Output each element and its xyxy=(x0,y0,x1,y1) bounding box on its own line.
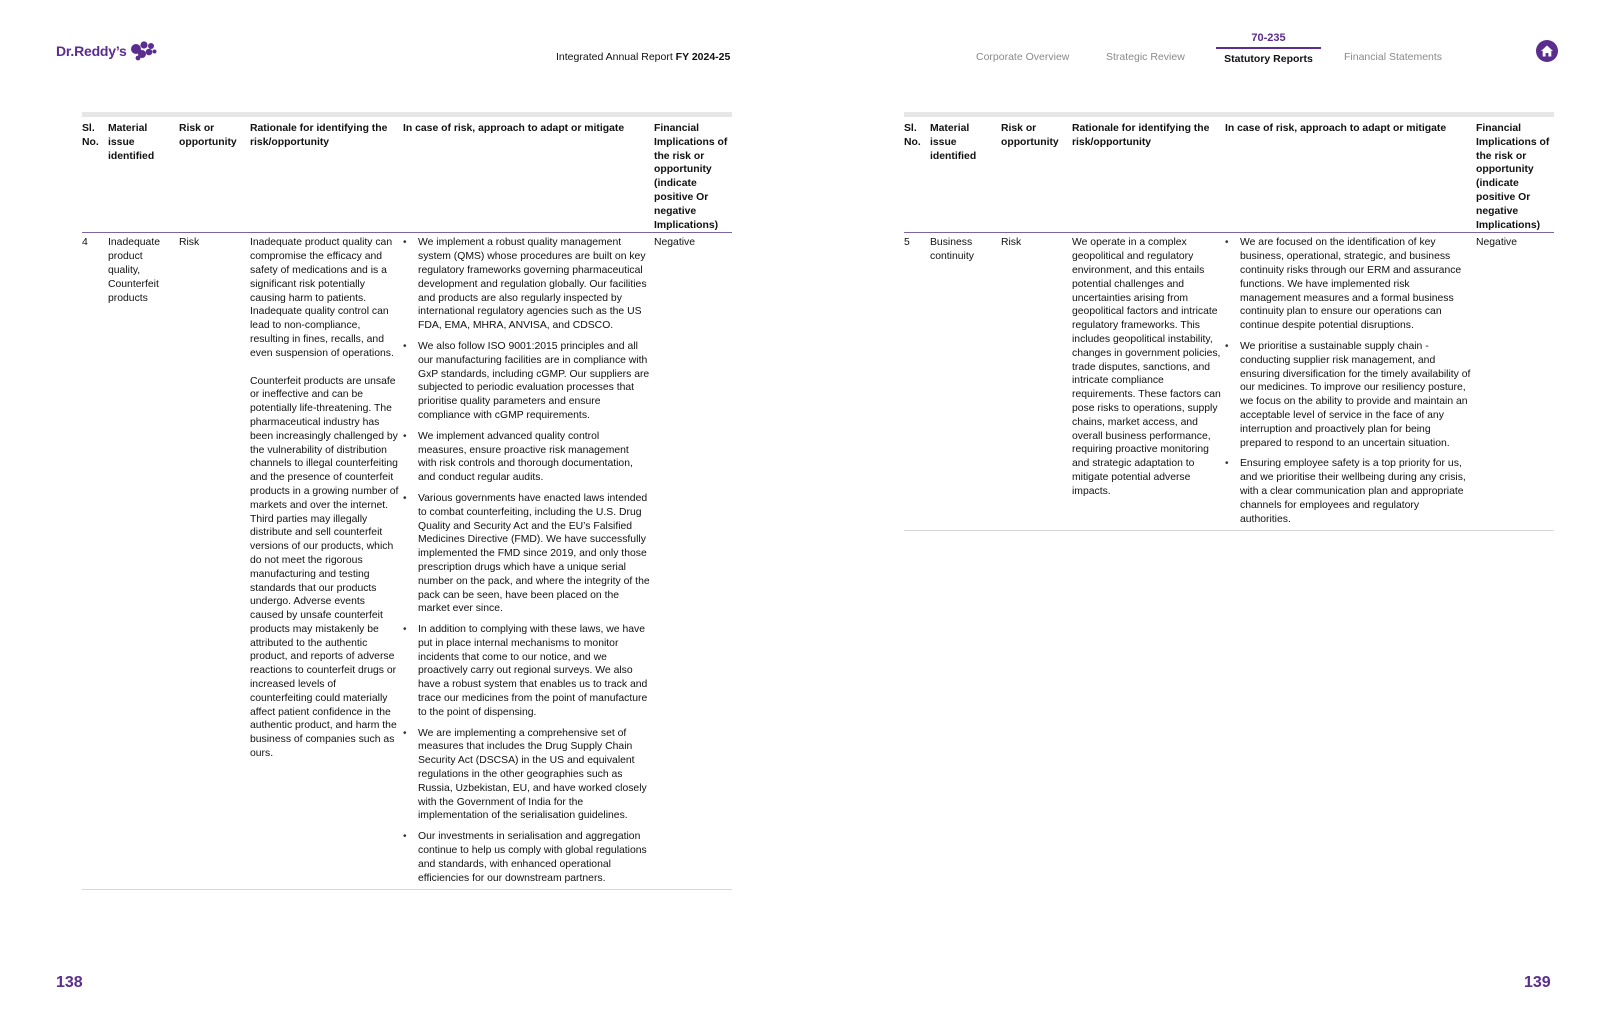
table-header-row xyxy=(904,115,1554,233)
row-sl: 4 xyxy=(82,237,88,249)
risk-table-left xyxy=(82,112,732,890)
row-approach xyxy=(1225,233,1476,531)
nav-statutory-reports[interactable] xyxy=(1216,32,1321,65)
risk-table-right xyxy=(904,112,1554,531)
approach-bullet: • We are implementing a comprehensive set of measures that includes the Drug Supply Chain Security Act (DSCSA) in the US and equivalent regulations in the other geographies such as Russia, Uzbekistan, EU, and have worked closely with the Government of India for the implementation of the serialisation guidelines. xyxy=(403,727,650,824)
nav-financial-statements[interactable]: Financial Statements xyxy=(1344,51,1443,63)
col-financial-implications: Financial Implications of the risk or opportunity (indicate positive Or negative Implications) xyxy=(1476,123,1550,231)
table-row xyxy=(82,233,732,890)
row-type: Risk xyxy=(1001,237,1022,249)
nav-corporate-overview[interactable]: Corporate Overview xyxy=(976,51,1070,63)
table-row xyxy=(904,233,1554,531)
row-issue: Inadequate product quality, Counterfeit products xyxy=(108,237,161,304)
col-financial-implications: Financial Implications of the risk or opportunity (indicate positive Or negative Implications) xyxy=(654,123,728,231)
col-sl-no: Sl. No. xyxy=(82,123,99,148)
row-financial: Negative xyxy=(1476,237,1518,249)
rationale-paragraph: We operate in a complex geopolitical and regulatory environment, and this entails potential challenges and uncertainties arising from geopolitical factors and intricate regulatory frameworks. This includes geopolitical instability, changes in government policies, trade disputes, sanctions, and intricate compliance requirements. These factors can pose risks to operations, supply chains, market access, and overall business performance, requiring proactive monitoring and strategic adaptation to mitigate potential adverse impacts. xyxy=(1072,237,1221,497)
page-number-left: 138 xyxy=(56,974,83,991)
col-rationale: Rationale for identifying the risk/opportunity xyxy=(1072,123,1210,148)
col-risk-or-opportunity: Risk or opportunity xyxy=(179,123,237,148)
approach-bullet: • We implement advanced quality control measures, ensure proactive risk management with risk controls and thorough documentation, and conduct regular audits. xyxy=(403,430,650,485)
brand-logo[interactable] xyxy=(56,40,157,62)
nav-strategic-review[interactable]: Strategic Review xyxy=(1106,51,1185,63)
row-sl: 5 xyxy=(904,237,910,249)
report-title xyxy=(556,51,730,63)
report-title-prefix: Integrated Annual Report xyxy=(556,51,676,63)
row-type: Risk xyxy=(179,237,200,249)
col-approach: In case of risk, approach to adapt or mitigate xyxy=(1225,123,1447,134)
row-issue: Business continuity xyxy=(930,237,974,263)
logo-text: Dr.Reddy’s xyxy=(56,43,127,59)
home-button[interactable] xyxy=(1536,40,1558,62)
active-page-range: 70-235 xyxy=(1216,32,1321,49)
row-financial: Negative xyxy=(654,237,696,249)
table-header-row xyxy=(82,115,732,233)
approach-bullet: • Various governments have enacted laws intended to combat counterfeiting, including the U.S. Drug Quality and Security Act and the EU’s Falsified Medicines Directive (FMD). We have successfully implemented the FMD since 2019, and only those prescription drugs which have a unique serial number on the pack, and where the integrity of the pack can be seen, have been placed on the market ever since. xyxy=(403,492,650,616)
page-number-right: 139 xyxy=(1524,974,1551,991)
approach-bullet: • Our investments in serialisation and aggregation continue to help us comply with global regulations and standards, with enhanced operational efficiencies for our downstream partners. xyxy=(403,830,650,885)
dr-reddys-logo-icon xyxy=(129,40,157,62)
col-approach: In case of risk, approach to adapt or mitigate xyxy=(403,123,625,134)
approach-bullet: • We prioritise a sustainable supply chain - conducting supplier risk management, and ensuring diversification for the timely availability of our medicines. To improve our resiliency posture, we focus on the ability to provide and maintain an acceptable level of service in the face of any interruption and proactively plan for being prepared to respond to an uncertain situation. xyxy=(1225,340,1472,450)
col-material-issue: Material issue identified xyxy=(108,123,155,162)
col-risk-or-opportunity: Risk or opportunity xyxy=(1001,123,1059,148)
approach-bullet: • We are focused on the identification of key business, operational, strategic, and business continuity risks through our ERM and assurance functions. We have implemented risk management measures and a formal business continuity plan to ensure our operations can continue despite potential disruptions. xyxy=(1225,236,1472,333)
approach-bullet: • We also follow ISO 9001:2015 principles and all our manufacturing facilities are in compliance with GxP standards, including cGMP. Our suppliers are subjected to periodic evaluation processes that prioritise quality parameters and ensure compliance with cGMP requirements. xyxy=(403,340,650,423)
row-rationale xyxy=(250,233,403,890)
approach-bullet: • We implement a robust quality management system (QMS) whose procedures are built on key regulatory frameworks governing pharmaceutical development and regulation globally. Our facilities and products are also regularly inspected by international regulatory agencies such as the US FDA, EMA, MHRA, ANVISA, and CDSCO. xyxy=(403,236,650,333)
row-approach xyxy=(403,233,654,890)
approach-bullet: • Ensuring employee safety is a top priority for us, and we prioritise their wellbeing during any crisis, with a clear communication plan and appropriate channels for employees and regulatory authorities. xyxy=(1225,457,1472,526)
home-icon xyxy=(1540,44,1554,58)
rationale-paragraph: Inadequate product quality can compromise the efficacy and safety of medications and is a significant risk potentially causing harm to patients. Inadequate quality control can lead to non-compliance, resulting in fines, recalls, and even suspension of operations. xyxy=(250,237,394,359)
col-material-issue: Material issue identified xyxy=(930,123,977,162)
rationale-paragraph: Counterfeit products are unsafe or ineffective and can be potentially life-threatening. The pharmaceutical industry has been increasingly challenged by the vulnerability of distribution channels to illegal counterfeiting and the presence of counterfeit products in a growing number of markets and over the internet. Third parties may illegally distribute and sell counterfeit versions of our products, which do not meet the rigorous manufacturing and testing standards that our products undergo. Adverse events caused by unsafe counterfeit products may mistakenly be attributed to the authentic product, and reports of adverse reactions to counterfeit drugs or increased levels of counterfeiting could materially affect patient confidence in the authentic product, and harm the business of companies such as ours. xyxy=(250,375,399,760)
col-sl-no: Sl. No. xyxy=(904,123,921,148)
approach-bullet: • In addition to complying with these laws, we have put in place internal mechanisms to monitor incidents that come to our notice, and we proactively carry out regional surveys. We also have a robust system that enables us to track and trace our medicines from the point of manufacture to the point of dispensing. xyxy=(403,623,650,720)
nav-statutory-reports-label: Statutory Reports xyxy=(1224,53,1313,65)
report-title-year: FY 2024-25 xyxy=(675,51,731,63)
row-rationale xyxy=(1072,233,1225,531)
col-rationale: Rationale for identifying the risk/opportunity xyxy=(250,123,388,148)
